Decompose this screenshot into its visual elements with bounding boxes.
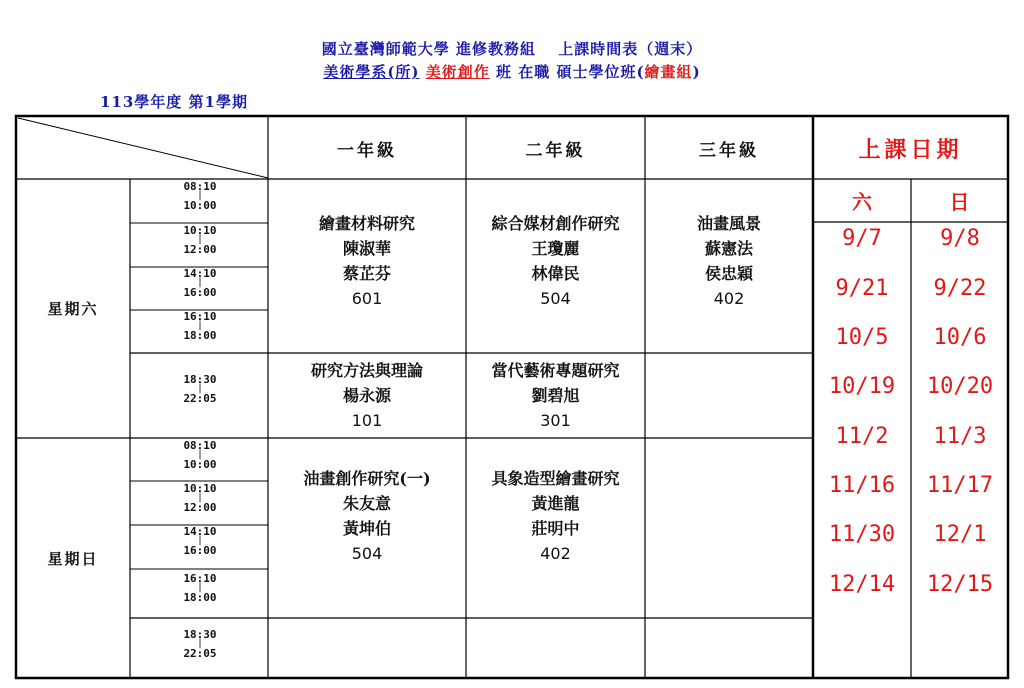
time-slot: 10:10 | 12:00 bbox=[183, 482, 217, 514]
sunday-date: 9/8 bbox=[940, 226, 980, 251]
grade-header-year3: 三年級 bbox=[699, 140, 759, 161]
saturday-date: 12/14 bbox=[828, 572, 896, 597]
sunday-date: 9/22 bbox=[933, 276, 987, 301]
course-teacher: 蔡芷芬 bbox=[342, 264, 391, 283]
course-teacher: 劉碧旭 bbox=[531, 386, 580, 405]
saturday-date: 11/16 bbox=[828, 473, 896, 498]
course-sun-year1 bbox=[268, 438, 466, 618]
course-room: 402 bbox=[540, 544, 571, 563]
saturday-date: 9/21 bbox=[835, 276, 889, 301]
course-teacher: 黃進龍 bbox=[531, 494, 580, 513]
course-teacher: 蘇憲法 bbox=[704, 239, 753, 258]
course-name: 繪畫材料研究 bbox=[318, 214, 415, 233]
grade-header-year1: 一年級 bbox=[337, 140, 397, 161]
sunday-date: 11/17 bbox=[926, 473, 994, 498]
day-label-sunday: 星期日 bbox=[47, 549, 99, 568]
course-teacher: 陳淑華 bbox=[342, 239, 391, 258]
saturday-date: 10/19 bbox=[828, 374, 896, 399]
sunday-column-header: 日 bbox=[949, 190, 970, 214]
time-slot: 14:10 | 16:00 bbox=[183, 525, 217, 557]
course-teacher: 王瓊麗 bbox=[531, 239, 580, 258]
program-type: 班 在職 碩士學位班( bbox=[489, 63, 645, 81]
sunday-date: 10/6 bbox=[933, 325, 987, 350]
saturday-date: 9/7 bbox=[842, 226, 882, 251]
subtitle-close: ) bbox=[692, 63, 701, 81]
course-name: 具象造型繪畫研究 bbox=[491, 469, 620, 488]
course-teacher: 侯忠穎 bbox=[704, 264, 753, 283]
class-dates-header: 上課日期 bbox=[858, 136, 963, 163]
sunday-date: 12/15 bbox=[926, 572, 994, 597]
program-name: 美術創作 bbox=[425, 63, 490, 81]
course-sat-year1 bbox=[268, 179, 466, 353]
course-name: 油畫創作研究(一) bbox=[303, 469, 431, 488]
time-slot: 16:10 | 18:00 bbox=[183, 310, 217, 342]
group-name: 繪畫組 bbox=[644, 63, 693, 81]
course-room: 504 bbox=[540, 289, 571, 308]
course-sat-year3 bbox=[645, 179, 813, 353]
course-room: 101 bbox=[351, 411, 383, 430]
course-sat-evening-year1 bbox=[268, 353, 466, 438]
course-name: 綜合媒材創作研究 bbox=[491, 214, 620, 233]
course-room: 402 bbox=[713, 289, 745, 308]
course-teacher: 楊永源 bbox=[342, 386, 391, 405]
department-name: 美術學系(所) bbox=[323, 63, 420, 81]
course-teacher: 朱友意 bbox=[342, 494, 391, 513]
course-name: 油畫風景 bbox=[696, 214, 761, 233]
sunday-date: 11/3 bbox=[933, 424, 987, 449]
sunday-date: 12/1 bbox=[933, 522, 987, 547]
time-slot: 10:10 | 12:00 bbox=[183, 224, 217, 256]
course-name: 當代藝術專題研究 bbox=[491, 361, 620, 380]
time-slot: 18:30 | 22:05 bbox=[183, 373, 217, 405]
course-teacher: 黃坤伯 bbox=[342, 519, 391, 538]
course-teacher: 莊明中 bbox=[531, 519, 580, 538]
course-room: 504 bbox=[351, 544, 383, 563]
grade-header-year2: 二年級 bbox=[525, 140, 586, 161]
saturday-date: 11/2 bbox=[835, 424, 889, 449]
saturday-date: 11/30 bbox=[828, 522, 896, 547]
day-label-saturday: 星期六 bbox=[47, 300, 99, 318]
time-slot: 18:30 | 22:05 bbox=[183, 628, 217, 660]
time-slot: 08:10 | 10:00 bbox=[183, 439, 217, 471]
course-sat-year2 bbox=[466, 179, 645, 353]
course-room: 301 bbox=[540, 411, 571, 430]
sunday-date: 10/20 bbox=[926, 374, 994, 399]
course-teacher: 林偉民 bbox=[531, 264, 580, 283]
time-slot: 08:10 | 10:00 bbox=[183, 180, 217, 212]
saturday-date: 10/5 bbox=[835, 325, 889, 350]
course-sat-evening-year2 bbox=[466, 353, 645, 438]
academic-term: 113學年度 第1學期 bbox=[100, 93, 248, 111]
time-slot: 16:10 | 18:00 bbox=[183, 572, 217, 604]
schedule-title: 國立臺灣師範大學 進修教務組 上課時間表（週末） bbox=[321, 40, 703, 58]
saturday-column-header: 六 bbox=[852, 190, 872, 214]
course-name: 研究方法與理論 bbox=[310, 361, 423, 380]
course-sun-year2 bbox=[466, 438, 645, 618]
time-slot: 14:10 | 16:00 bbox=[183, 267, 217, 299]
course-room: 601 bbox=[351, 289, 383, 308]
